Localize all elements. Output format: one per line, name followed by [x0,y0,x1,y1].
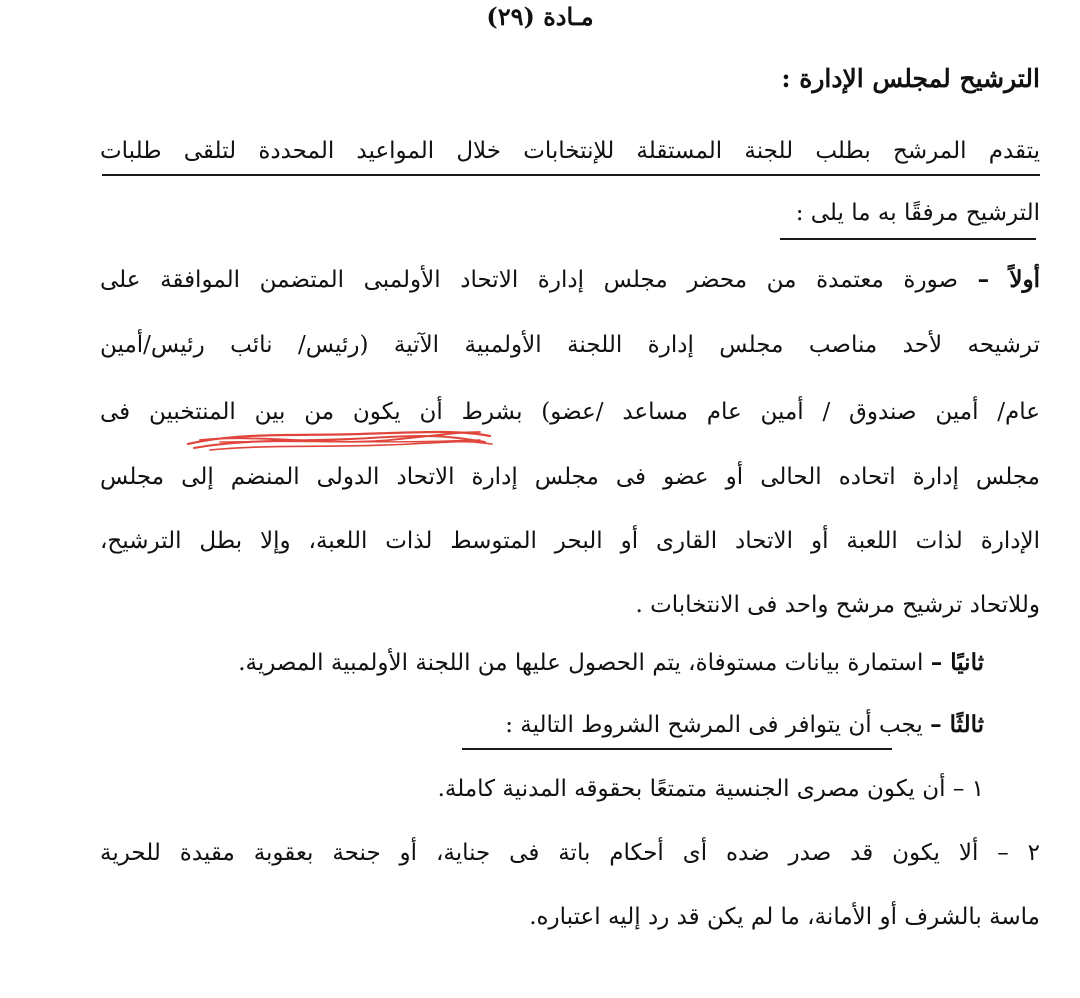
first-item-line-6: وللاتحاد ترشيح مرشح واحد فى الانتخابات . [635,592,1040,618]
condition-2-line-1: ٢ – ألا يكون قد صدر ضده أى أحكام باتة فى جناية، أو جنحة بعقوبة مقيدة للحرية [100,840,1040,866]
second-item [238,648,984,678]
article-title: مـادة (٢٩) [486,2,594,31]
third-item [505,710,984,740]
third-item-text: يجب أن يتوافر فى المرشح الشروط التالية : [505,712,923,738]
first-item-line-4: مجلس إدارة اتحاده الحالى أو عضو فى مجلس إدارة الاتحاد الدولى المنضم إلى مجلس [100,464,1040,490]
condition-2-line-2: ماسة بالشرف أو الأمانة، ما لم يكن قد رد إليه اعتباره. [529,904,1040,930]
intro-underline-2 [780,238,1036,240]
first-item-text-1: صورة معتمدة من محضر مجلس إدارة الاتحاد الأولمبى المتضمن الموافقة على [100,267,958,293]
intro-underline-1 [102,174,1040,176]
condition-1: ١ – أن يكون مصرى الجنسية متمتعًا بحقوقه المدنية كاملة. [437,776,984,802]
third-item-label: ثالثًا – [930,711,984,738]
second-item-label: ثانيًا – [930,649,984,676]
second-item-text: استمارة بيانات مستوفاة، يتم الحصول عليها من اللجنة الأولمبية المصرية. [238,650,924,676]
red-scribble-mark [180,422,500,456]
first-item-line-1 [100,265,1040,295]
first-item-line-2: ترشيحه لأحد مناصب مجلس إدارة اللجنة الأولمبية الآتية (رئيس/ نائب رئيس/أمين [100,332,1040,358]
first-item-label: أولاً – [977,266,1040,293]
section-heading: الترشيح لمجلس الإدارة : [781,64,1040,93]
intro-line-2: الترشيح مرفقًا به ما يلى : [795,200,1040,226]
third-item-underline [462,748,892,750]
intro-line-1: يتقدم المرشح بطلب للجنة المستقلة للإنتخابات خلال المواعيد المحددة لتلقى طلبات [100,138,1040,164]
first-item-line-3: عام/ أمين صندوق / أمين عام مساعد /عضو) بشرط أن يكون من بين المنتخبين فى [100,399,1040,425]
first-item-line-5: الإدارة لذات اللعبة أو الاتحاد القارى أو البحر المتوسط لذات اللعبة، وإلا بطل الترشيح، [100,528,1040,554]
